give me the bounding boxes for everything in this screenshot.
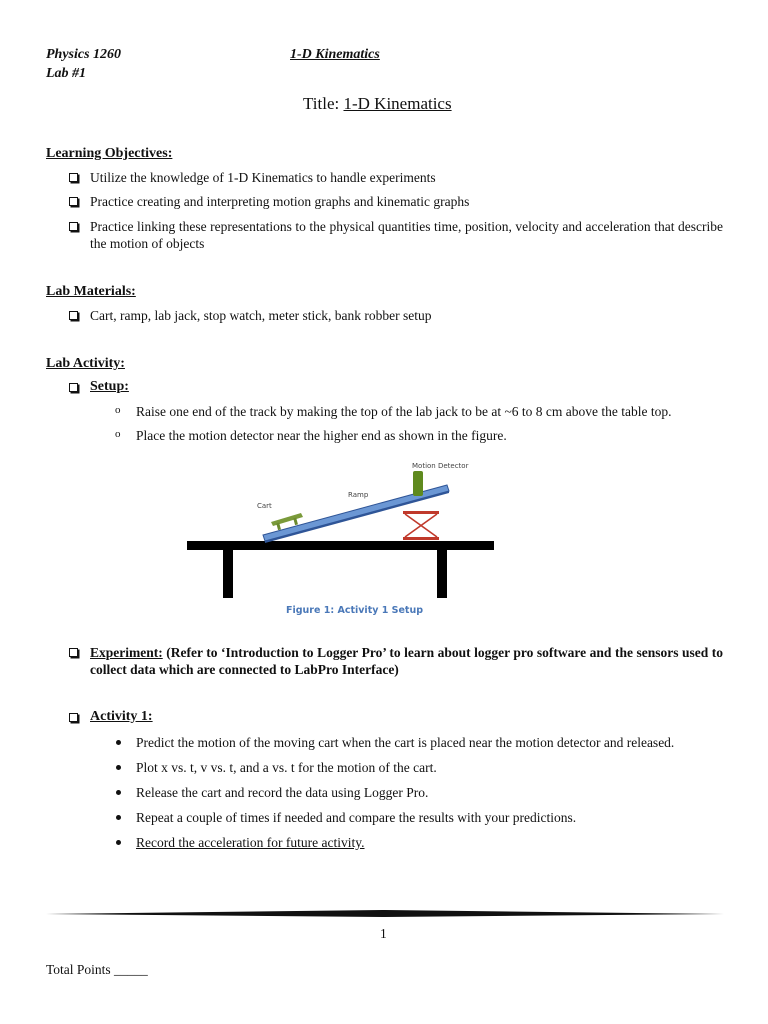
checkbox-icon (69, 222, 78, 231)
table-leg-left (223, 550, 233, 598)
experiment-heading: Experiment: (90, 645, 163, 660)
detector-label: Motion Detector (412, 462, 469, 470)
objective-item: Practice creating and interpreting motion graphs and kinematic graphs (90, 194, 470, 209)
bullet-icon (116, 815, 121, 820)
checkbox-icon (69, 383, 78, 392)
ramp-label: Ramp (348, 491, 369, 499)
lab-topic: 1-D Kinematics (290, 47, 380, 62)
bullet-icon (116, 790, 121, 795)
objective-item: Practice linking these representations to the physical quantities time, position, velocity and acceleration that describe the motion of objects (90, 219, 723, 251)
activity1-heading: Activity 1: (90, 709, 153, 724)
activity1-item: Plot x vs. t, v vs. t, and a vs. t for the motion of the cart. (136, 760, 437, 775)
total-points: Total Points _____ (46, 962, 148, 977)
activity-heading: Lab Activity: (46, 356, 125, 371)
checkbox-icon (69, 648, 78, 657)
setup-heading: Setup: (90, 379, 129, 394)
circle-bullet-icon: o (115, 428, 121, 440)
setup-step: Raise one end of the track by making the top of the lab jack to be at ~6 to 8 cm above the table top. (136, 404, 672, 419)
title-text: 1-D Kinematics (343, 94, 452, 113)
checkbox-icon (69, 713, 78, 722)
setup-step: Place the motion detector near the higher end as shown in the figure. (136, 428, 507, 443)
footer-divider (46, 909, 724, 919)
motion-detector (413, 471, 423, 496)
table-top (187, 541, 494, 550)
material-item: Cart, ramp, lab jack, stop watch, meter stick, bank robber setup (90, 308, 432, 323)
circle-bullet-icon: o (115, 404, 121, 416)
checkbox-icon (69, 197, 78, 206)
experiment-paragraph (90, 644, 723, 678)
checkbox-icon (69, 311, 78, 320)
cart (271, 513, 303, 526)
experiment-text: (Refer to ‘Introduction to Logger Pro’ to learn about logger pro software and the sensors used to collect data which are connected to LabPro Interface) (90, 645, 724, 677)
setup-diagram (185, 455, 495, 625)
bullet-icon (116, 840, 121, 845)
figure-caption: Figure 1: Activity 1 Setup (286, 605, 424, 616)
course-name: Physics 1260 (46, 47, 122, 62)
bullet-icon (116, 765, 121, 770)
objectives-heading: Learning Objectives: (46, 146, 173, 161)
activity1-item: Record the acceleration for future activity. (136, 835, 365, 850)
checkbox-icon (69, 173, 78, 182)
materials-heading: Lab Materials: (46, 284, 136, 299)
page-number: 1 (380, 926, 387, 941)
table-leg-right (437, 550, 447, 598)
title-prefix: Title: (303, 94, 340, 113)
bullet-icon (116, 740, 121, 745)
lab-number: Lab #1 (46, 66, 87, 81)
activity1-item: Repeat a couple of times if needed and compare the results with your predictions. (136, 810, 577, 825)
objective-item: Utilize the knowledge of 1-D Kinematics to handle experiments (90, 170, 436, 185)
setup-figure (185, 455, 495, 625)
activity1-item: Release the cart and record the data using Logger Pro. (136, 785, 429, 800)
cart-label: Cart (257, 502, 272, 510)
activity1-item: Predict the motion of the moving cart when the cart is placed near the motion detector and released. (136, 735, 675, 750)
lab-jack-top (403, 511, 439, 514)
lab-jack-base (403, 537, 439, 540)
page-title (303, 94, 452, 114)
